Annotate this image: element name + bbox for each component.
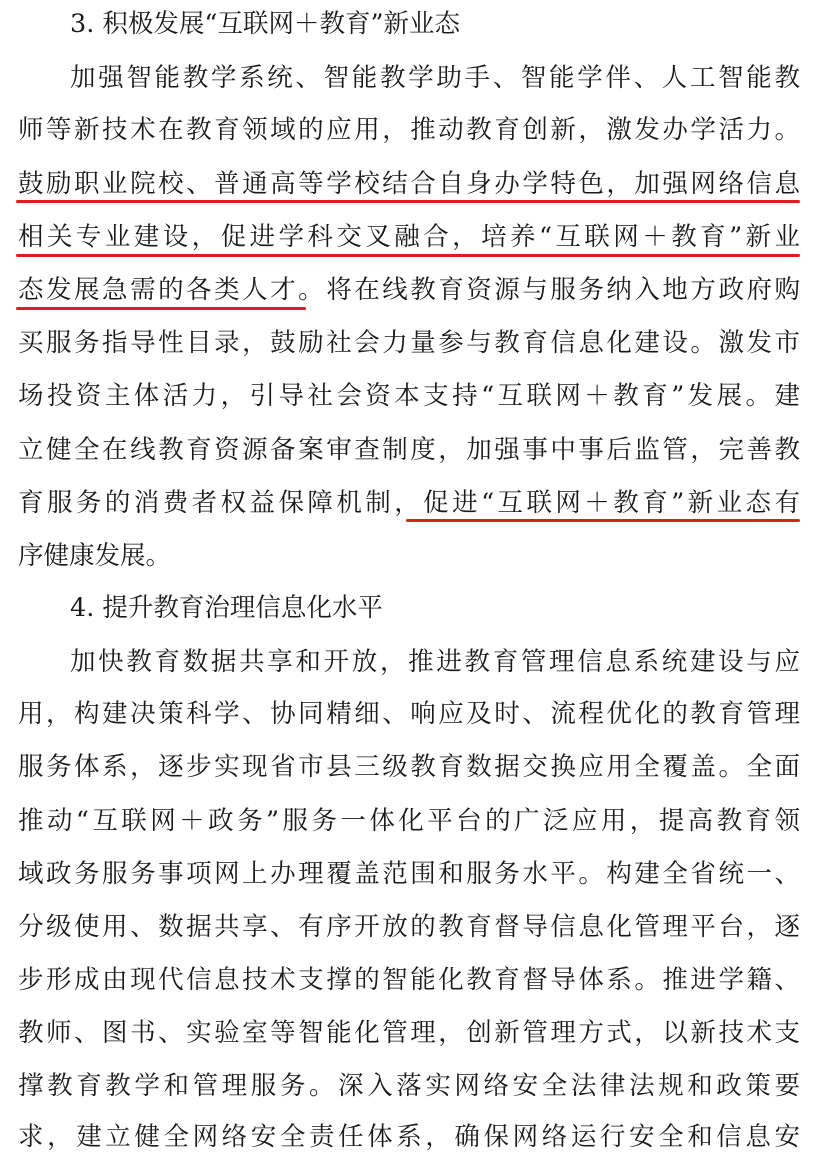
- highlight-underline: [16, 307, 306, 310]
- paragraph-line: 用，构建决策科学、协同精细、响应及时、流程优化的教育管理: [18, 699, 800, 729]
- paragraph-line: 加快教育数据共享和开放，推进教育管理信息系统建设与应: [70, 647, 800, 677]
- paragraph-line: 育服务的消费者权益保障机制，促进“互联网＋教育”新业态有: [18, 488, 800, 518]
- section-4-heading: 4. 提升教育治理信息化水平: [70, 593, 383, 623]
- paragraph-line: 教师、图书、实验室等智能化管理，创新管理方式，以新技术支: [18, 1018, 800, 1048]
- paragraph-line: 分级使用、数据共享、有序开放的教育督导信息化管理平台，逐: [18, 912, 800, 942]
- paragraph-line: 鼓励职业院校、普通高等学校结合自身办学特色，加强网络信息: [18, 169, 800, 199]
- highlight-underline: [16, 200, 800, 203]
- paragraph-line: 师等新技术在教育领域的应用，推动教育创新，激发办学活力。: [18, 115, 800, 145]
- paragraph-line: 相关专业建设，促进学科交叉融合，培养“互联网＋教育”新业: [18, 222, 800, 252]
- paragraph-line: 场投资主体活力，引导社会资本支持“互联网＋教育”发展。建: [18, 381, 800, 411]
- section-3-heading: 3. 积极发展“互联网＋教育”新业态: [70, 9, 461, 39]
- paragraph-line: 服务体系，逐步实现省市县三级教育数据交换应用全覆盖。全面: [18, 752, 800, 782]
- paragraph-line: 求，建立健全网络安全责任体系，确保网络运行安全和信息安: [18, 1122, 800, 1152]
- paragraph-line: 立健全在线教育资源备案审查制度，加强事中事后监管，完善教: [18, 435, 800, 465]
- paragraph-line: 加强智能教学系统、智能教学助手、智能学伴、人工智能教: [70, 63, 800, 93]
- highlight-underline: [16, 254, 800, 257]
- paragraph-line: 域政务服务事项网上办理覆盖范围和服务水平。构建全省统一、: [18, 859, 800, 889]
- paragraph-line: 撑教育教学和管理服务。深入落实网络安全法律法规和政策要: [18, 1071, 800, 1101]
- paragraph-line: 态发展急需的各类人才。将在线教育资源与服务纳入地方政府购: [18, 275, 800, 305]
- highlight-underline: [406, 519, 800, 522]
- paragraph-line: 步形成由现代信息技术支撑的智能化教育督导体系。推进学籍、: [18, 965, 800, 995]
- paragraph-line: 买服务指导性目录，鼓励社会力量参与教育信息化建设。激发市: [18, 328, 800, 358]
- paragraph-line: 序健康发展。: [18, 541, 172, 571]
- paragraph-line: 推动“互联网＋政务”服务一体化平台的广泛应用，提高教育领: [18, 806, 800, 836]
